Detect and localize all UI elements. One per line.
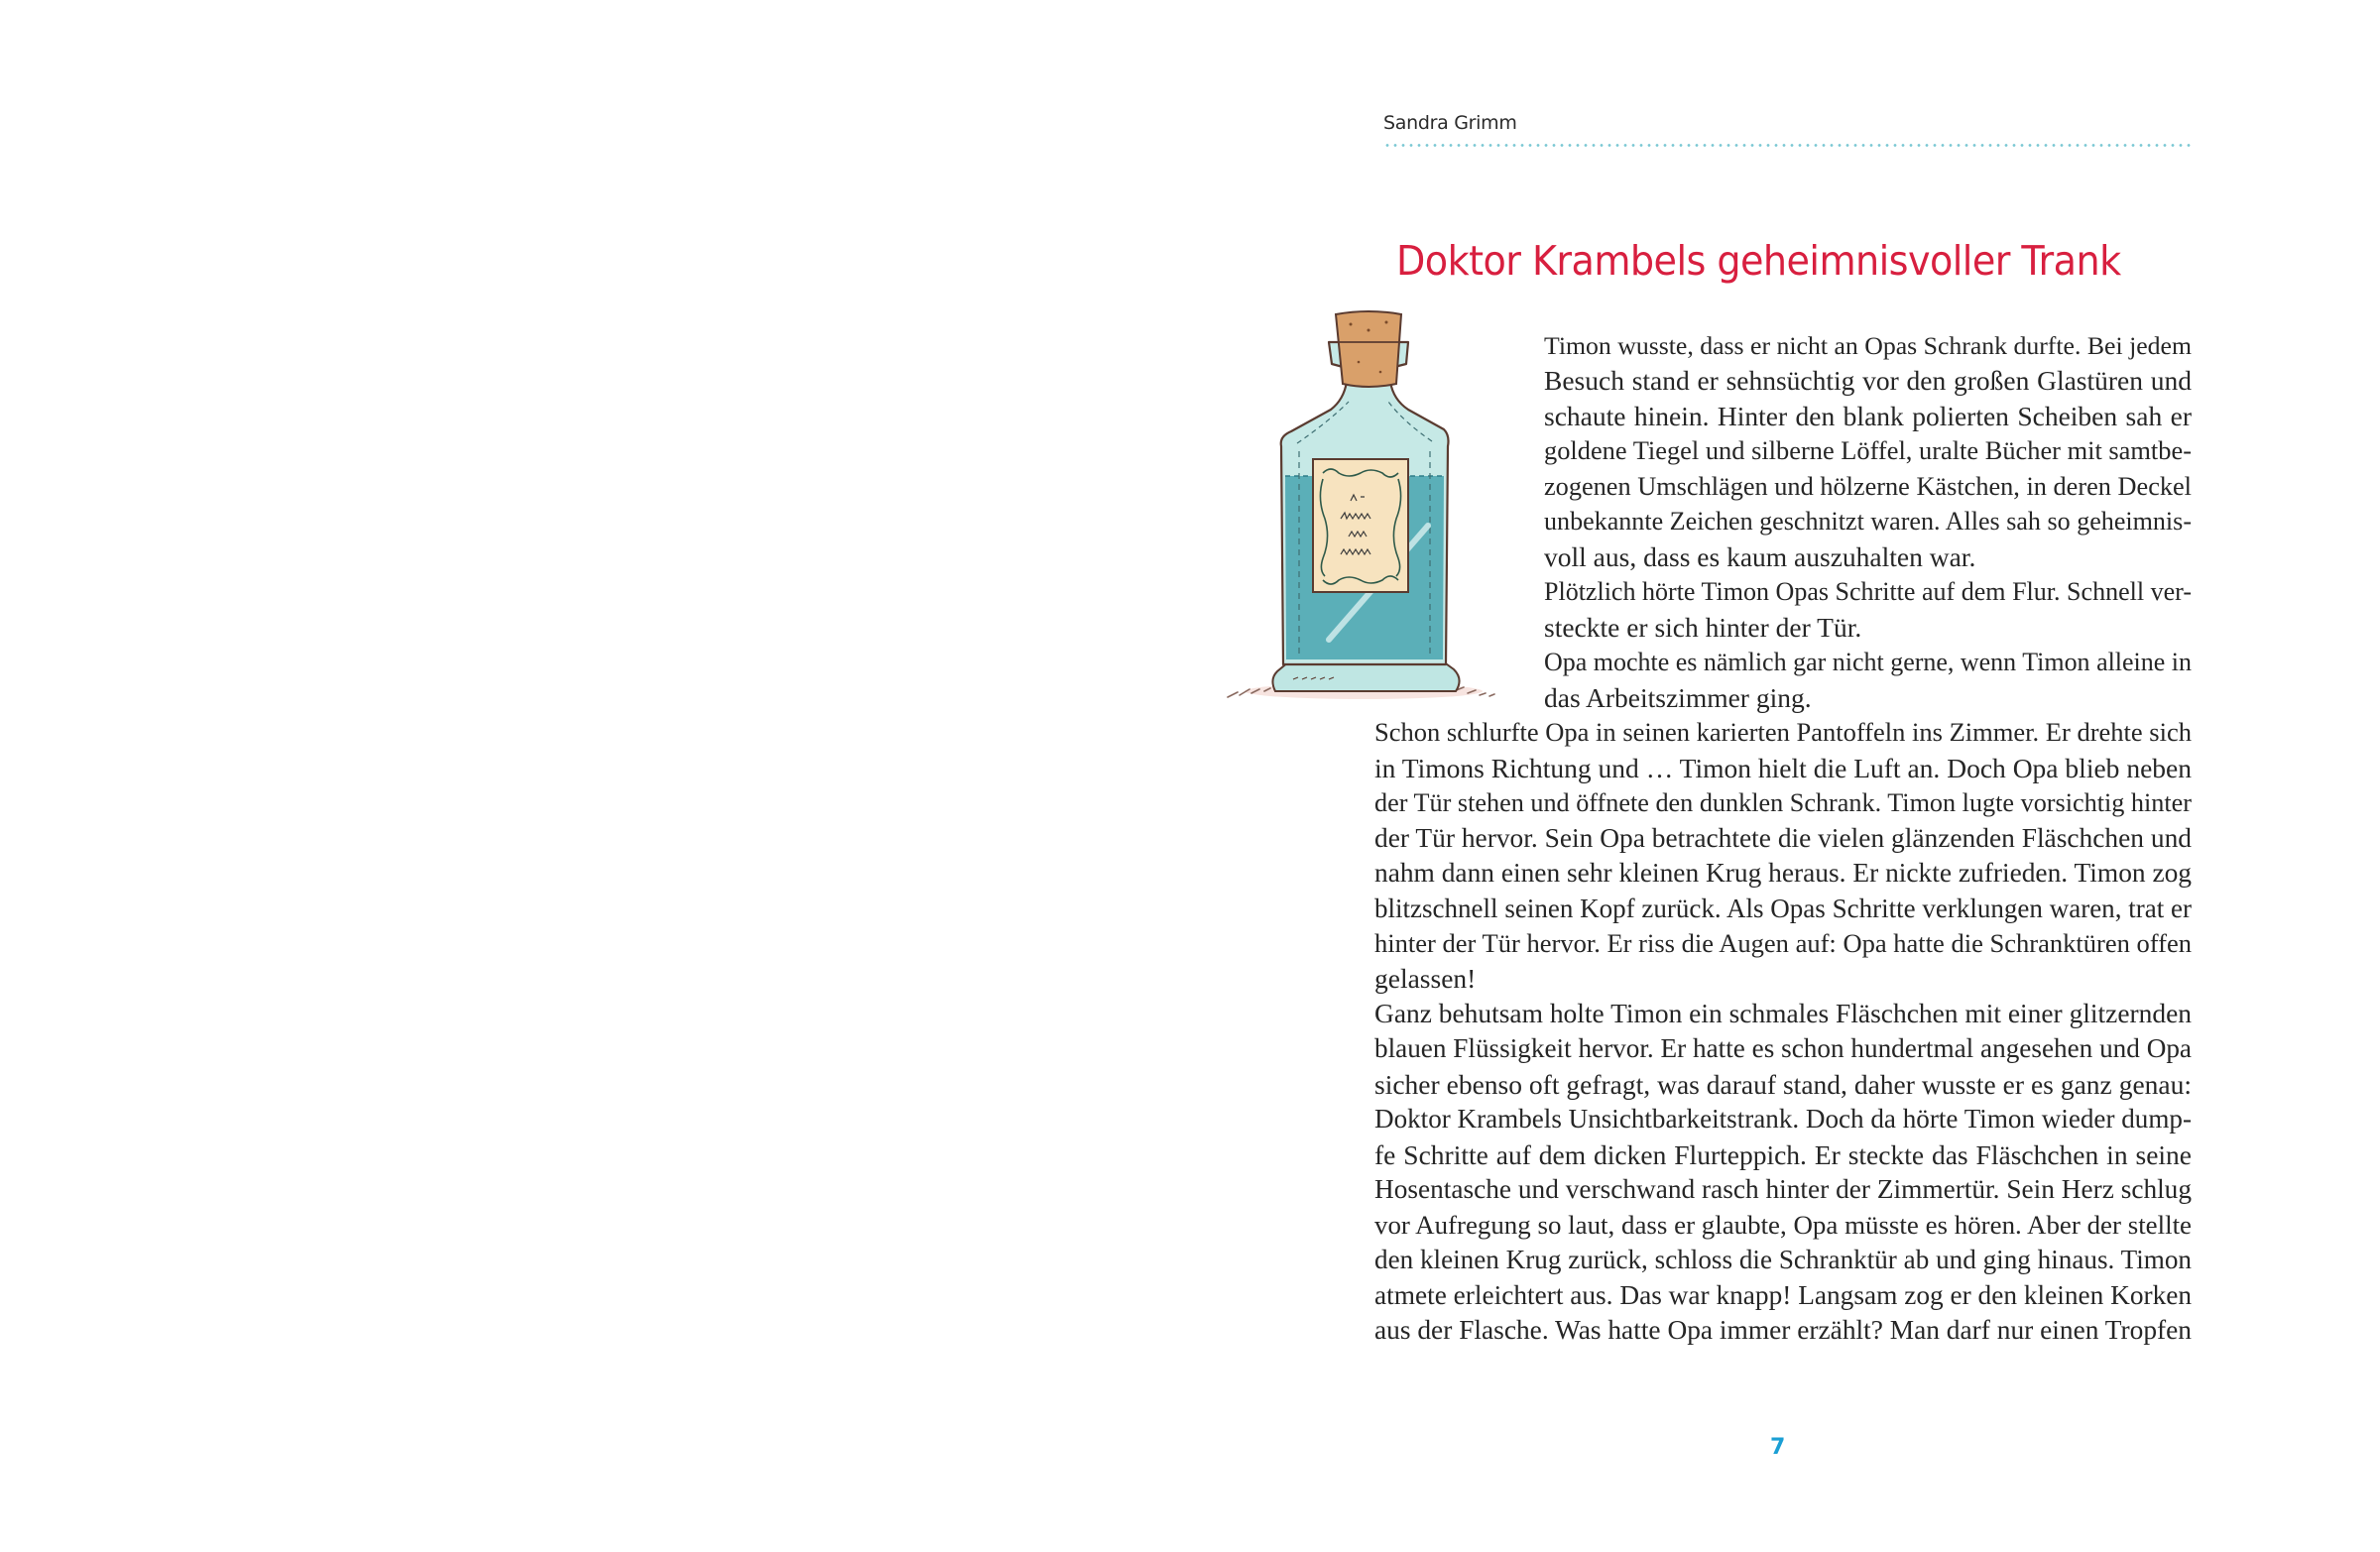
page-number: 7 — [1770, 1435, 1786, 1460]
text-line: Ganz behutsam holte Timon ein schmales Fläschchen mit einer glitzernden — [1374, 998, 2192, 1028]
chapter-title: Doktor Krambels geheimnisvoller Trank — [1396, 237, 2121, 286]
text-line: goldene Tiegel und silberne Löffel, uralte Bücher mit samtbe- — [1544, 435, 2192, 466]
text-line: voll aus, dass es kaum auszuhalten war. — [1544, 540, 1976, 572]
text-line: das Arbeitszimmer ging. — [1544, 681, 1812, 713]
text-line: Timon wusste, dass er nicht an Opas Schrank durfte. Bei jedem — [1544, 331, 2192, 360]
paragraph — [1374, 715, 2192, 997]
text-line: unbekannte Zeichen geschnitzt waren. Alles sah so geheimnis- — [1544, 507, 2192, 537]
text-line: in Timons Richtung und … Timon hielt die Luft an. Doch Opa blieb neben — [1374, 752, 2192, 783]
paragraph — [1374, 328, 2192, 574]
text-line: hinter der Tür hervor. Er riss die Augen auf: Opa hatte die Schranktüren offen — [1374, 927, 2192, 958]
text-line: Schon schlurfte Opa in seinen karierten Pantoffeln ins Zimmer. Er drehte sich — [1374, 717, 2192, 748]
text-line: den kleinen Krug zurück, schloss die Schranktür ab und ging hinaus. Timon — [1374, 1245, 2192, 1275]
paragraph — [1374, 997, 2192, 1349]
paragraph — [1374, 574, 2192, 645]
text-line: Opa mochte es nämlich gar nicht gerne, wenn Timon alleine in — [1544, 648, 2192, 677]
text-line: Doktor Krambels Unsichtbarkeitstrank. Doch da hörte Timon wieder dump- — [1374, 1104, 2192, 1134]
text-line: schaute hinein. Hinter den blank polierten Scheiben sah er — [1544, 400, 2192, 431]
text-line: fe Schritte auf dem dicken Flurteppich. Er steckte das Fläschchen in seine — [1374, 1138, 2192, 1170]
text-line: der Tür hervor. Sein Opa betrachtete die vielen glänzenden Fläschchen und — [1374, 822, 2192, 853]
paragraph — [1374, 645, 2192, 715]
text-line: zogenen Umschlägen und hölzerne Kästchen, in deren Deckel — [1544, 471, 2192, 501]
text-line: gelassen! — [1374, 963, 1477, 995]
text-line: steckte er sich hinter der Tür. — [1544, 611, 1862, 643]
text-line: atmete erleichtert aus. Das war knapp! Langsam zog er den kleinen Korken — [1374, 1279, 2193, 1310]
text-line: nahm dann einen sehr kleinen Krug heraus. Er nickte zufrieden. Timon zog — [1374, 858, 2192, 889]
text-line: Besuch stand er sehnsüchtig vor den großen Glastüren und — [1544, 365, 2192, 397]
dotted-rule — [1383, 144, 2195, 147]
text-line: blitzschnell seinen Kopf zurück. Als Opas Schritte verklungen waren, trat er — [1374, 893, 2192, 923]
text-line: blauen Flüssigkeit hervor. Er hatte es schon hundertmal angesehen und Opa — [1374, 1033, 2192, 1064]
running-head-author: Sandra Grimm — [1383, 112, 1517, 134]
text-line: Plötzlich hörte Timon Opas Schritte auf dem Flur. Schnell ver- — [1544, 577, 2192, 607]
text-line: Hosentasche und verschwand rasch hinter der Zimmertür. Sein Herz schlug — [1374, 1174, 2192, 1205]
text-line: der Tür stehen und öffnete den dunklen Schrank. Timon lugte vorsichtig hinter — [1374, 788, 2192, 818]
text-line: sicher ebenso oft gefragt, was darauf stand, daher wusste er es ganz genau: — [1374, 1068, 2192, 1100]
story-body-text — [1374, 328, 2192, 1349]
text-line: aus der Flasche. Was hatte Opa immer erzählt? Man darf nur einen Tropfen — [1374, 1315, 2192, 1346]
text-line: vor Aufregung so laut, dass er glaubte, Opa müsste es hören. Aber der stellte — [1374, 1209, 2192, 1240]
